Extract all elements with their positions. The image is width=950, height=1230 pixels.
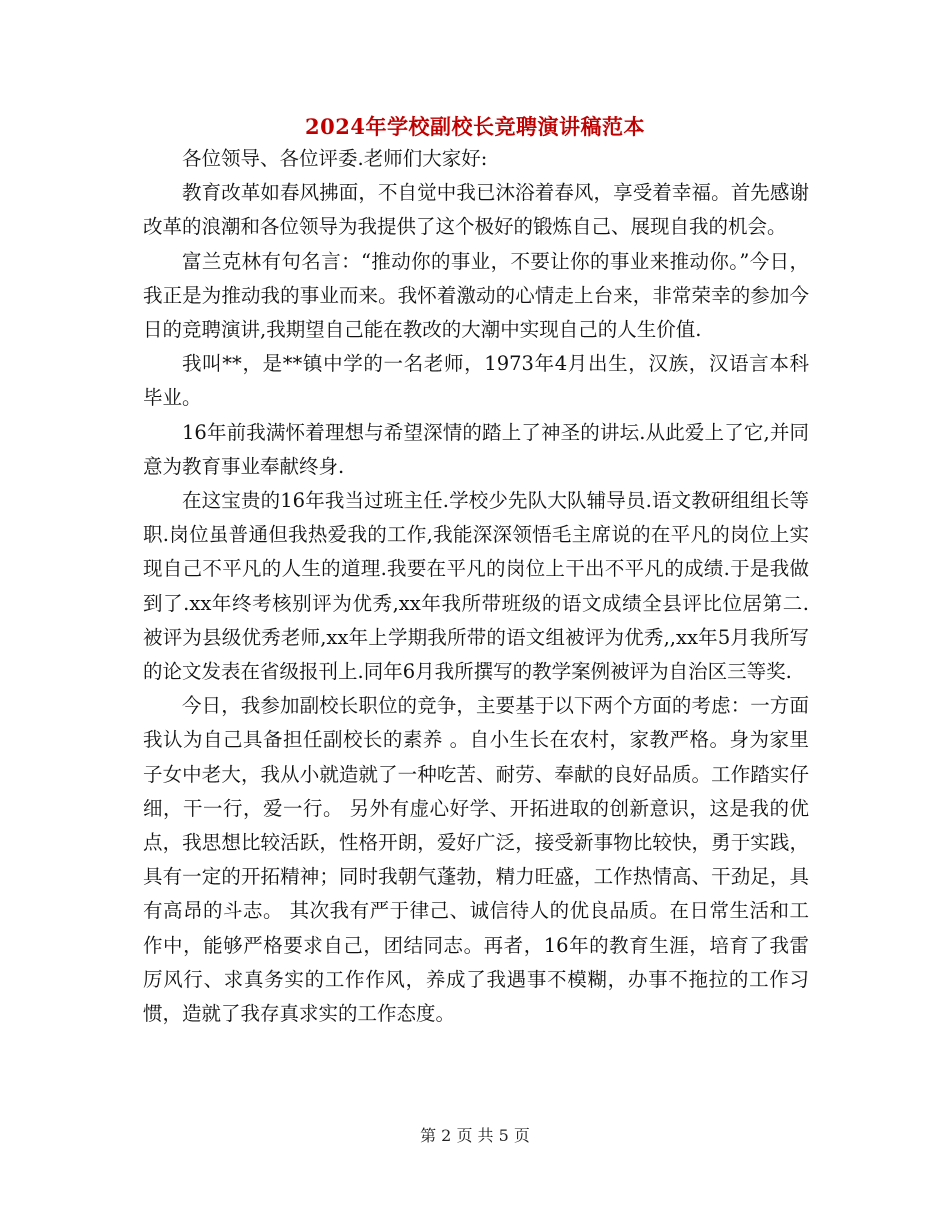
paragraph-qualifications: 今日，我参加副校长职位的竞争，主要基于以下两个方面的考虑：一方面我认为自己具备担任副校长的素养 。自小生长在农村，家教严格。身为家里子女中老大，我从小就造就了一种吃苦、耐劳、奉献的良好品质。工作踏实仔细，干一行，爱一行。 另外有虚心好学、开拓进取的创新意识，这是我的优点，我思想比较活跃，性格开朗，爱好广泛，接受新事物比较快，勇于实践，具有一定的开拓精神；同时我朝气蓬勃，精力旺盛，工作热情高、干劲足，具有高昂的斗志。 其次我有严于律己、诚信待人的优良品质。在日常生活和工作中，能够严格要求自己，团结同志。再者，16年的教育生涯，培育了我雷厉风行、求真务实的工作作风，养成了我遇事不模糊，办事不拖拉的工作习惯，造就了我存真求实的工作态度。: [143, 694, 809, 1026]
paragraph-greeting: 各位领导、各位评委.老师们大家好:: [182, 147, 488, 170]
paragraph-franklin-quote: 富兰克林有句名言：“推动你的事业，不要让你的事业来推动你。”今日，我正是为推动我的事业而来。我怀着激动的心情走上台来，非常荣幸的参加今日的竞聘演讲,我期望自己能在教改的大潮中实现自己的人生价值.: [143, 249, 809, 342]
paragraph-achievements: 在这宝贵的16年我当过班主任.学校少先队大队辅导员.语文教研组组长等职.岗位虽普通但我热爱我的工作,我能深深领悟毛主席说的在平凡的岗位上实现自己不平凡的人生的道理.我要在平凡的岗位上干出不平凡的成绩.于是我做到了.xx年终考核别评为优秀,xx年我所带班级的语文成绩全县评比位居第二.被评为县级优秀老师,xx年上学期我所带的语文组被评为优秀,,xx年5月我所写的论文发表在省级报刊上.同年6月我所撰写的教学案例被评为自治区三等奖.: [143, 489, 809, 684]
document-title: 2024年学校副校长竞聘演讲稿范本: [305, 114, 645, 139]
page-number-footer: 第 2 页 共 5 页: [420, 1126, 530, 1145]
paragraph-reform: 教育改革如春风拂面，不自觉中我已沐浴着春风，享受着幸福。首先感谢改革的浪潮和各位领导为我提供了这个极好的锻炼自己、展现自我的机会。: [143, 181, 809, 239]
document-body: [143, 142, 809, 1031]
paragraph-teaching-start: 16年前我满怀着理想与希望深情的踏上了神圣的讲坛.从此爱上了它,并同意为教育事业奉献终身.: [143, 420, 809, 478]
paragraph-self-introduction: 我叫**，是**镇中学的一名老师，1973年4月出生，汉族，汉语言本科毕业。: [143, 352, 809, 410]
